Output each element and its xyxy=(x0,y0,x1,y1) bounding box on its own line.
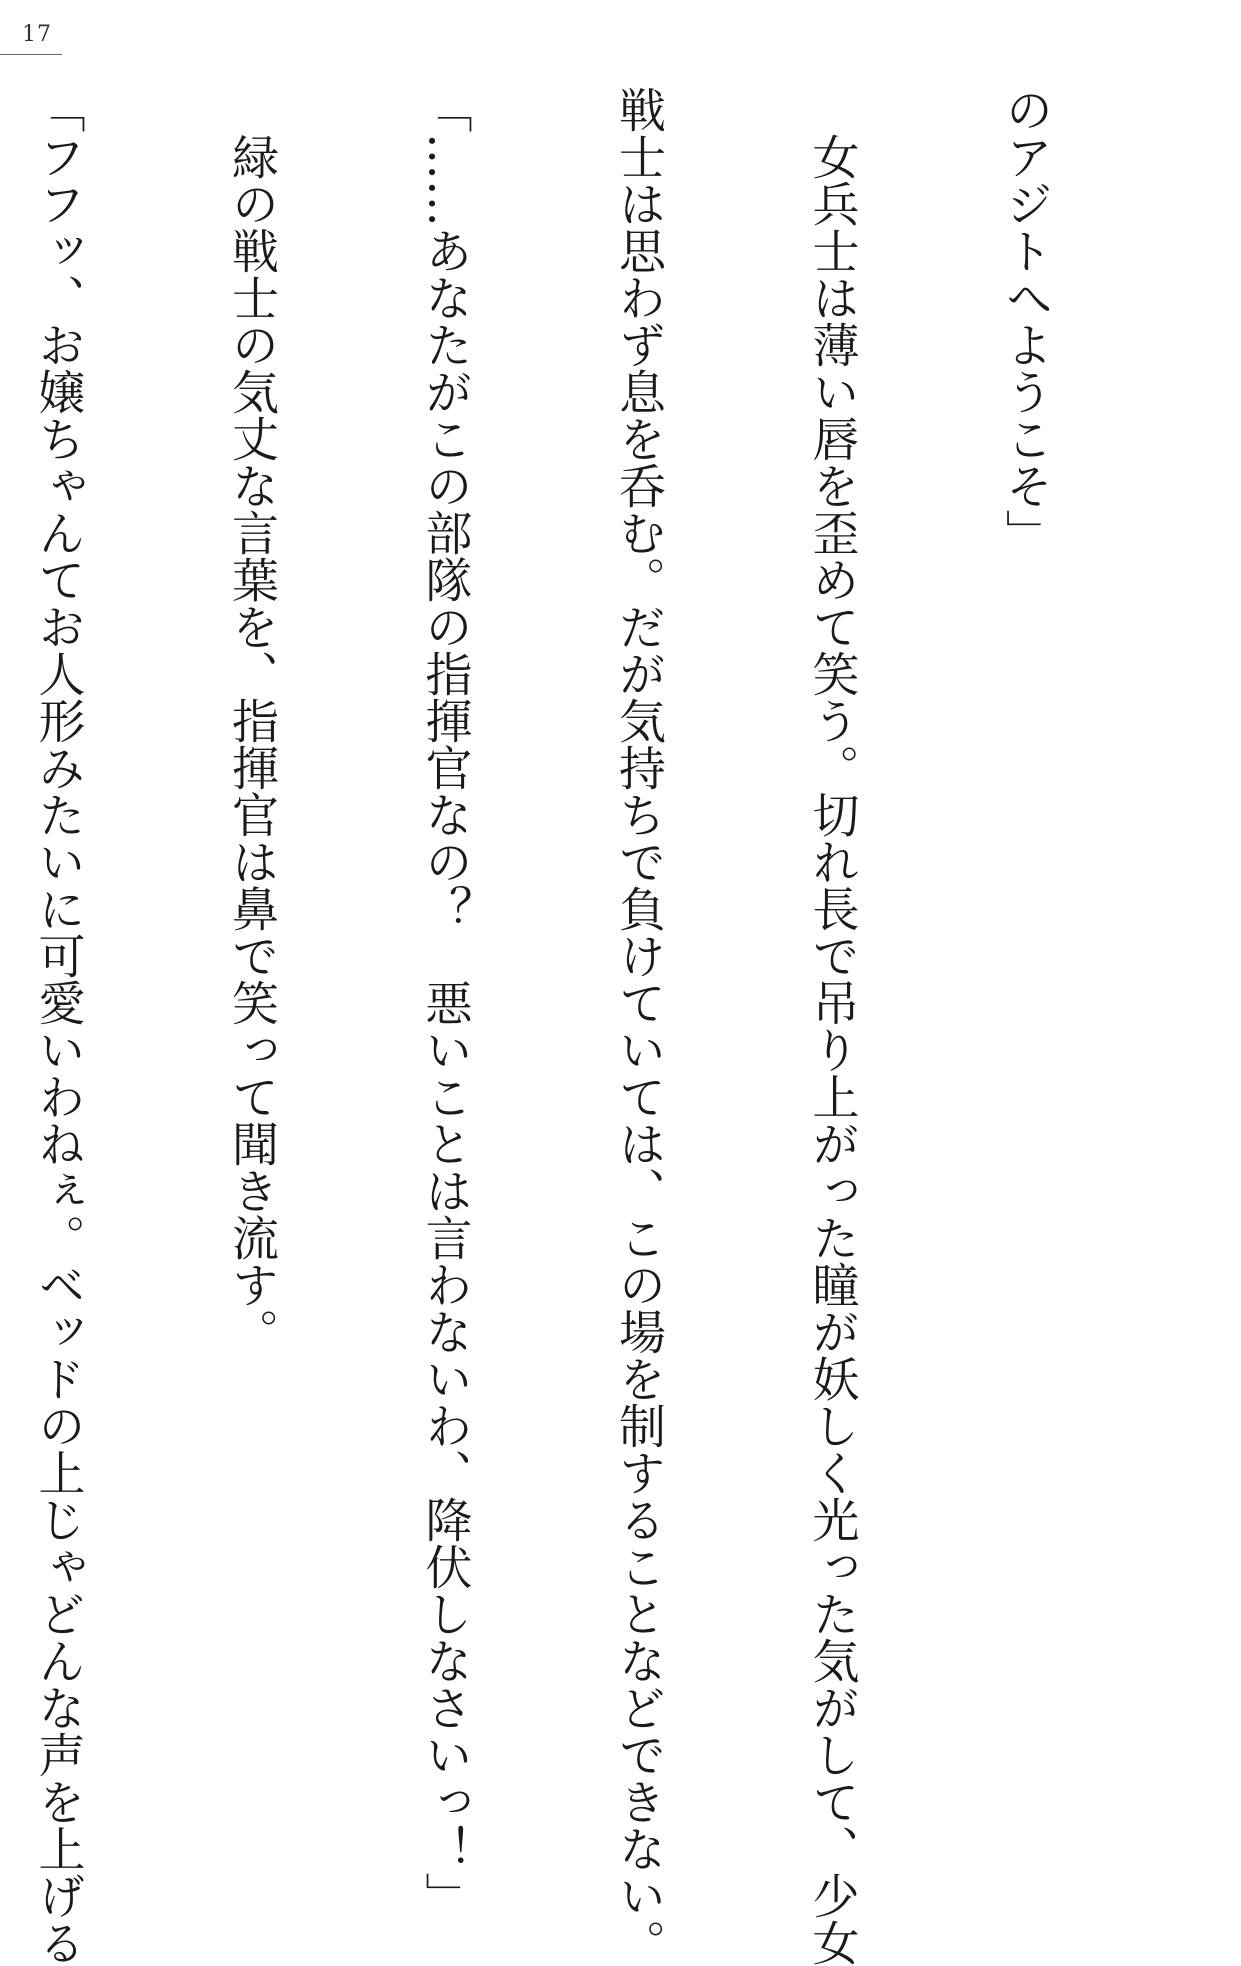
text-line: 女兵士は薄い唇を歪めて笑う。切れ長で吊り上がった瞳が妖しく光った気がして、少女 xyxy=(804,86,860,1966)
text-line: 緑の戦士の気丈な言葉を、指揮官は鼻で笑って聞き流す。 xyxy=(224,86,279,1355)
text-line: のアジトへようこそ」 xyxy=(998,86,1053,556)
page-number-rule xyxy=(0,54,62,55)
text-line: 戦士は思わず息を呑む。だが気持ちで負けていては、この場を制することなどできない。 xyxy=(611,86,666,1966)
body-text xyxy=(0,86,1186,1966)
text-line: 「フフッ、お嬢ちゃんてお人形みたいに可愛いわねぇ。ベッドの上じゃどんな声を上げる xyxy=(30,86,86,1966)
text-line: 「……あなたがこの部隊の指揮官なの？ 悪いことは言わないわ、降伏しなさいっ！」 xyxy=(417,86,473,1919)
page-number: 17 xyxy=(22,22,52,47)
